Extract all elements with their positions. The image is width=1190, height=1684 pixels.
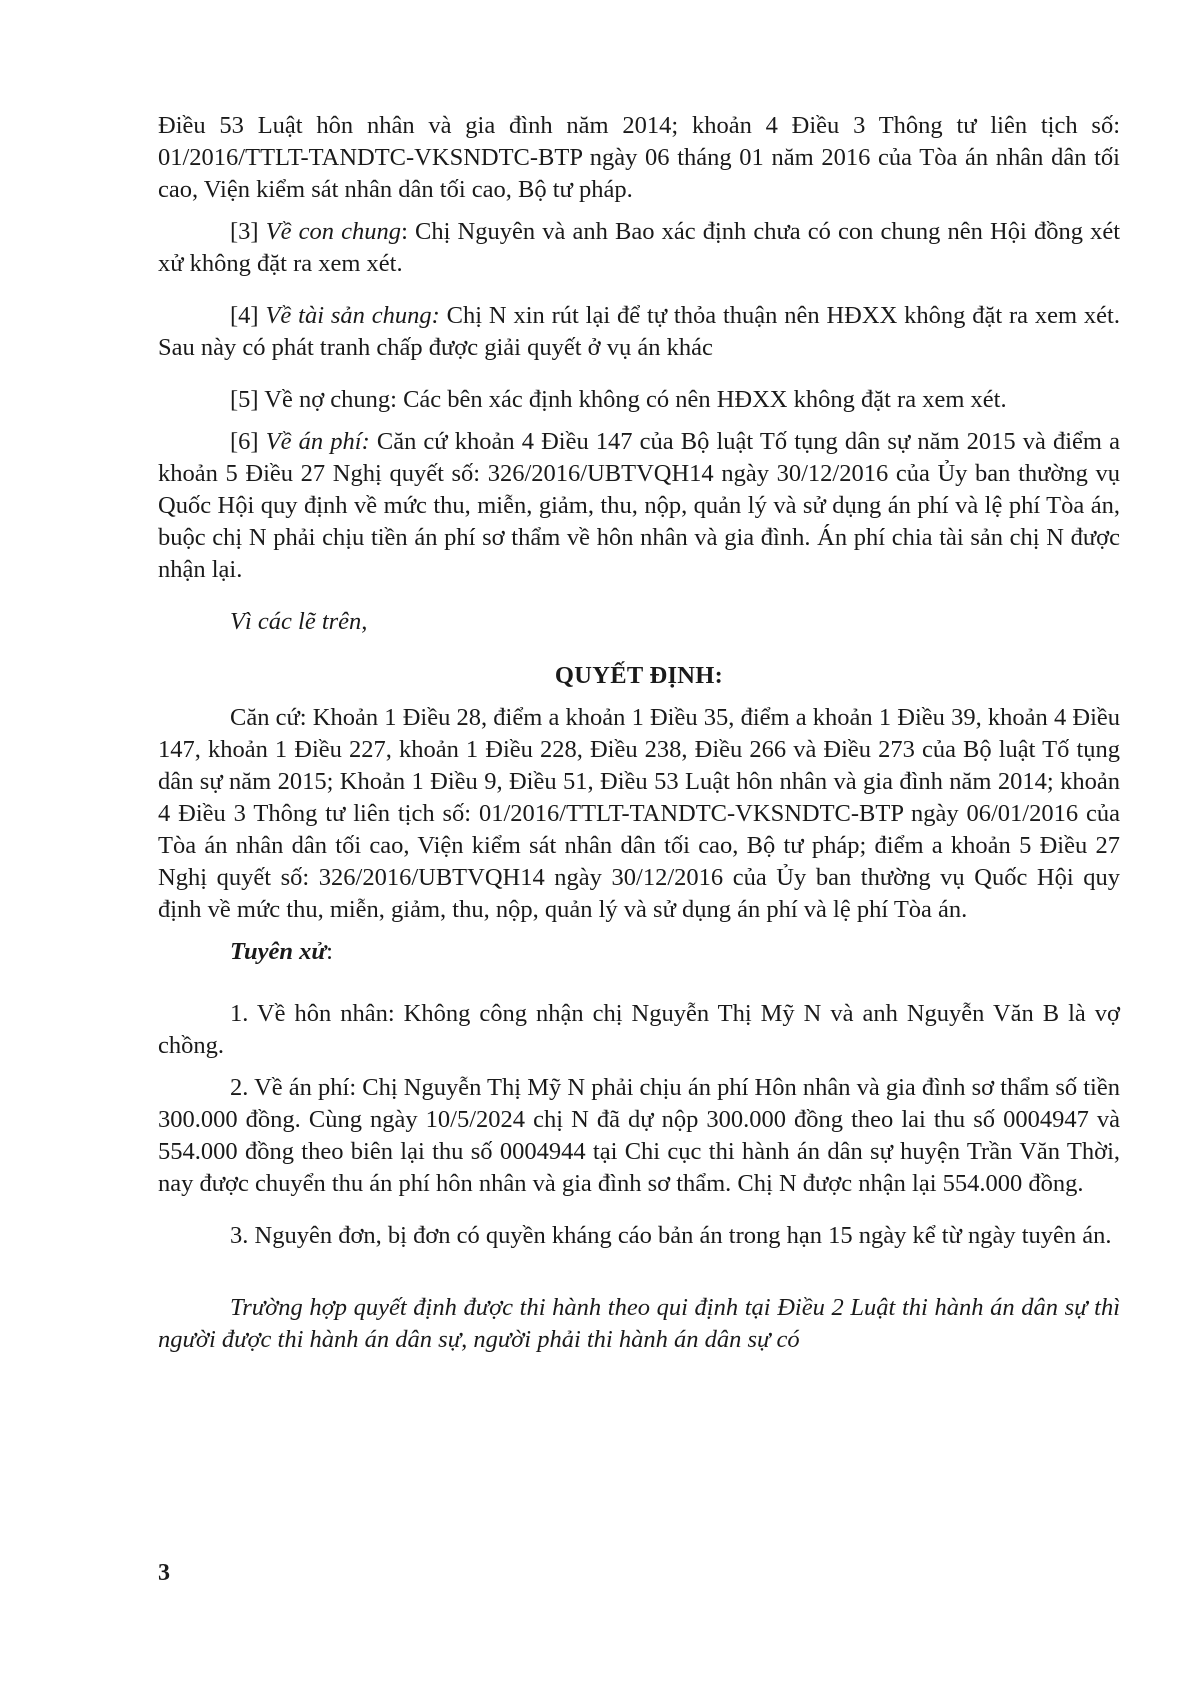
reasons-line: Vì các lẽ trên,	[230, 608, 368, 635]
verdict-colon: :	[326, 938, 333, 965]
paragraph-legal-basis-continued: Điều 53 Luật hôn nhân và gia đình năm 2014; khoản 4 Điều 3 Thông tư liên tịch số: 01/2016/TTLT-TANDTC-VKSNDTC-BTP ngày 06 tháng 01 năm 2016 của Tòa án nhân dân tối cao, Viện kiểm sát nhân dân tối cao, Bộ tư pháp.	[158, 112, 1120, 203]
paragraph-number: [6]	[230, 428, 266, 455]
verdict-item-fee: 2. Về án phí: Chị Nguyễn Thị Mỹ N phải chịu án phí Hôn nhân và gia đình sơ thẩm số tiền 300.000 đồng. Cùng ngày 10/5/2024 chị N đã dự nộp 300.000 đồng theo lai thu số 0004947 và 554.000 đồng theo biên lại thu số 0004944 tại Chi cục thi hành án dân sự huyện Trần Văn Thời, nay được chuyển thu án phí hôn nhân và gia đình sơ thẩm. Chị N được nhận lại 554.000 đồng.	[158, 1074, 1120, 1197]
paragraph-topic: Về án phí:	[265, 428, 370, 455]
paragraph-enforcement: Trường hợp quyết định được thi hành theo qui định tại Điều 2 Luật thi hành án dân sự thì người được thi hành án dân sự, người phải thi hành án dân sự có	[158, 1294, 1120, 1353]
paragraph-legal-basis: Căn cứ: Khoản 1 Điều 28, điểm a khoản 1 Điều 35, điểm a khoản 1 Điều 39, khoản 4 Điều 147, khoản 1 Điều 227, khoản 1 Điều 228, Điều 238, Điều 266 và Điều 273 của Bộ luật Tố tụng dân sự năm 2015; Khoản 1 Điều 9, Điều 51, Điều 53 Luật hôn nhân và gia đình năm 2014; khoản 4 Điều 3 Thông tư liên tịch số: 01/2016/TTLT-TANDTC-VKSNDTC-BTP ngày 06/01/2016 của Tòa án nhân dân tối cao, Viện kiểm sát nhân dân tối cao, Bộ tư pháp; điểm a khoản 5 Điều 27 Nghị quyết số: 326/2016/UBTVQH14 ngày 30/12/2016 của Ủy ban thường vụ Quốc Hội quy định về mức thu, miễn, giảm, thu, nộp, quản lý và sử dụng án phí và lệ phí Tòa án.	[158, 704, 1120, 923]
paragraph-common-children	[158, 216, 1120, 280]
paragraph-court-fee	[158, 426, 1120, 586]
paragraph-number: [3]	[230, 218, 266, 245]
verdict-label: Tuyên xử	[230, 938, 327, 965]
page-number: 3	[158, 1560, 170, 1586]
paragraph-common-debt: [5] Về nợ chung: Các bên xác định không có nên HĐXX không đặt ra xem xét.	[230, 386, 1007, 413]
paragraph-topic: Về tài sản chung:	[265, 302, 440, 329]
document-page	[158, 110, 1120, 1356]
paragraph-text: Căn cứ khoản 4 Điều 147 của Bộ luật Tố tụng dân sự năm 2015 và điểm a khoản 5 Điều 27 Nghị quyết số: 326/2016/UBTVQH14 ngày 30/12/2016 của Ủy ban thường vụ Quốc Hội quy định về mức thu, miễn, giảm, thu, nộp, quản lý và sử dụng án phí và lệ phí Tòa án, buộc chị N phải chịu tiền án phí sơ thẩm về hôn nhân và gia đình. Án phí chia tài sản chị N được nhận lại.	[158, 428, 1120, 583]
paragraph-text: : Chị Nguyên và anh Bao xác định chưa có con chung nên Hội đồng xét xử không đặt ra xem xét.	[158, 218, 1121, 277]
verdict-label-line	[158, 936, 1120, 968]
verdict-item-marriage: 1. Về hôn nhân: Không công nhận chị Nguyễn Thị Mỹ N và anh Nguyễn Văn B là vợ chồng.	[158, 1000, 1120, 1059]
paragraph-text: Chị N xin rút lại để tự thỏa thuận nên HĐXX không đặt ra xem xét. Sau này có phát tranh chấp được giải quyết ở vụ án khác	[158, 302, 1120, 361]
paragraph-common-property	[158, 300, 1120, 364]
paragraph-number: [4]	[230, 302, 266, 329]
decision-heading: QUYẾT ĐỊNH:	[554, 662, 724, 689]
paragraph-topic: Về con chung	[265, 218, 402, 245]
verdict-item-appeal: 3. Nguyên đơn, bị đơn có quyền kháng cáo bản án trong hạn 15 ngày kể từ ngày tuyên án.	[230, 1222, 1112, 1249]
